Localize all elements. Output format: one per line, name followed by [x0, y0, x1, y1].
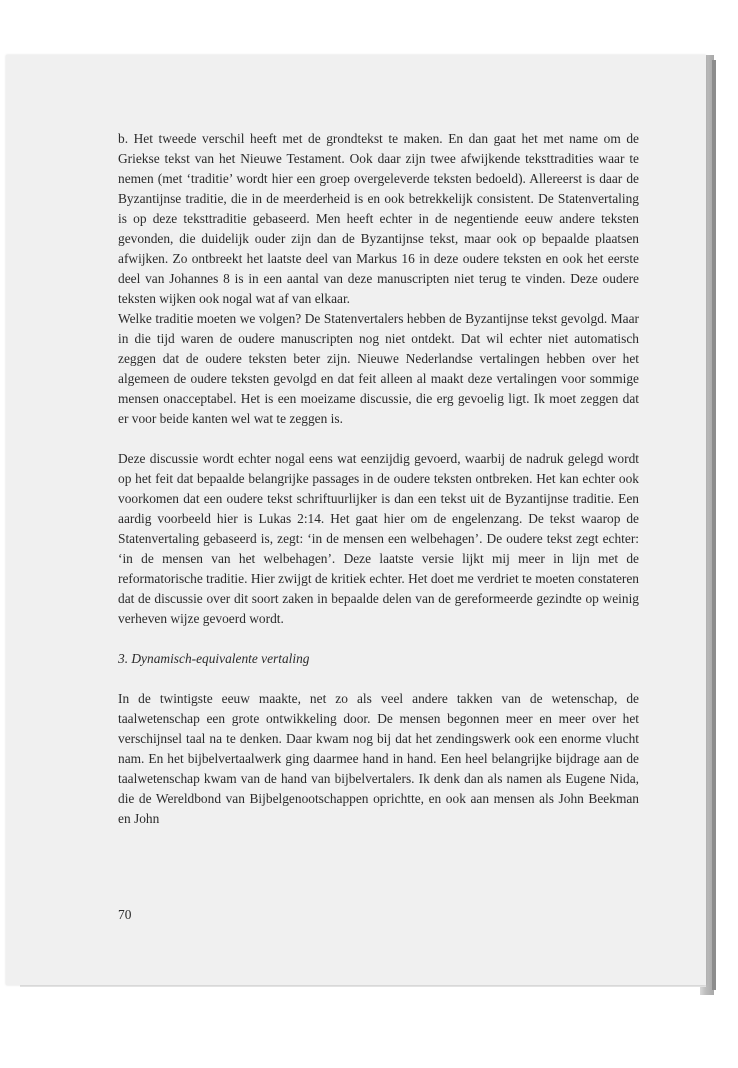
page-number: 70 — [118, 907, 132, 922]
paragraph-3: Deze discussie wordt echter nogal eens wat eenzijdig gevoerd, waarbij de nadruk gelegd wordt op het feit dat bepaalde belangrijke passages in de oudere teksten ontbreken. Het kan echter ook voorkomen dat een oudere tekst schriftuurlijker is dan een tekst uit de Byzantijnse traditie. Een aardig voorbeeld hier is Lukas 2:14. Het gaat hier om de engelenzang. De tekst waarop de Statenvertaling gebaseerd is, zegt: ‘in de mensen een welbehagen’. De oudere tekst zegt echter: ‘in de mensen van het welbehagen’. Deze laatste versie lijkt mij meer in lijn met de reformatorische traditie. Hier zwijgt de kritiek echter. Het doet me verdriet te moeten constateren dat de discussie over dit soort zaken in bepaalde delen van de gereformeerde gezindte op weinig verheven wijze gevoerd wordt. — [118, 451, 639, 626]
paragraph-1: b. Het tweede verschil heeft met de grondtekst te maken. En dan gaat het met name om de Griekse tekst van het Nieuwe Testament. Ook daar zijn twee afwijkende teksttradities waar te nemen (met ‘traditie’ wordt hier een groep overgeleverde teksten bedoeld). Allereerst is daar de Byzantijnse traditie, die in de meerderheid is en ook betrekkelijk consistent. De Statenvertaling is op deze teksttraditie gebaseerd. Men heeft echter in de negentiende eeuw andere teksten gevonden, die duidelijk ouder zijn dan de Byzantijnse tekst, maar ook op bepaalde plaatsen afwijken. Zo ontbreekt het laatste deel van Markus 16 in deze oudere teksten en ook het eerste deel van Johannes 8 is in een aantal van deze manuscripten niet terug te vinden. Deze oudere teksten wijken ook nogal wat af van elkaar. — [118, 131, 639, 306]
paragraph-4: In de twintigste eeuw maakte, net zo als veel andere takken van de wetenschap, de taalwetenschap een grote ontwikkeling door. De mensen begonnen meer en meer over het verschijnsel taal na te denken. Daar kwam nog bij dat het zendingswerk ook een enorme vlucht nam. En het bijbelvertaalwerk ging daarmee hand in hand. Een heel belangrijke bijdrage aan de taalwetenschap kwam van de hand van bijbelvertalers. Ik denk dan als namen als Eugene Nida, die de Wereldbond van Bijbelgenootschappen oprichtte, en ook aan mensen als John Beekman en John — [118, 691, 639, 826]
paragraph-gap — [118, 629, 639, 649]
paragraph-2: Welke traditie moeten we volgen? De Statenvertalers hebben de Byzantijnse tekst gevolgd. Maar in die tijd waren de oudere manuscripten nog niet ontdekt. Dat wil echter niet automatisch zeggen dat de oudere teksten beter zijn. Nieuwe Nederlandse vertalingen hebben over het algemeen de oudere teksten gevolgd en dat feit alleen al maakt deze vertalingen voor sommige mensen onacceptabel. Het is een moeizame discussie, die erg gevoelig ligt. Ik moet zeggen dat er voor beide kanten wel wat te zeggen is. — [118, 311, 639, 426]
page-content — [118, 129, 639, 829]
book-spine-shadow — [712, 60, 716, 990]
paragraph-gap — [118, 429, 639, 449]
section-heading: 3. Dynamisch-equivalente vertaling — [118, 651, 310, 666]
paragraph-gap — [118, 669, 639, 689]
